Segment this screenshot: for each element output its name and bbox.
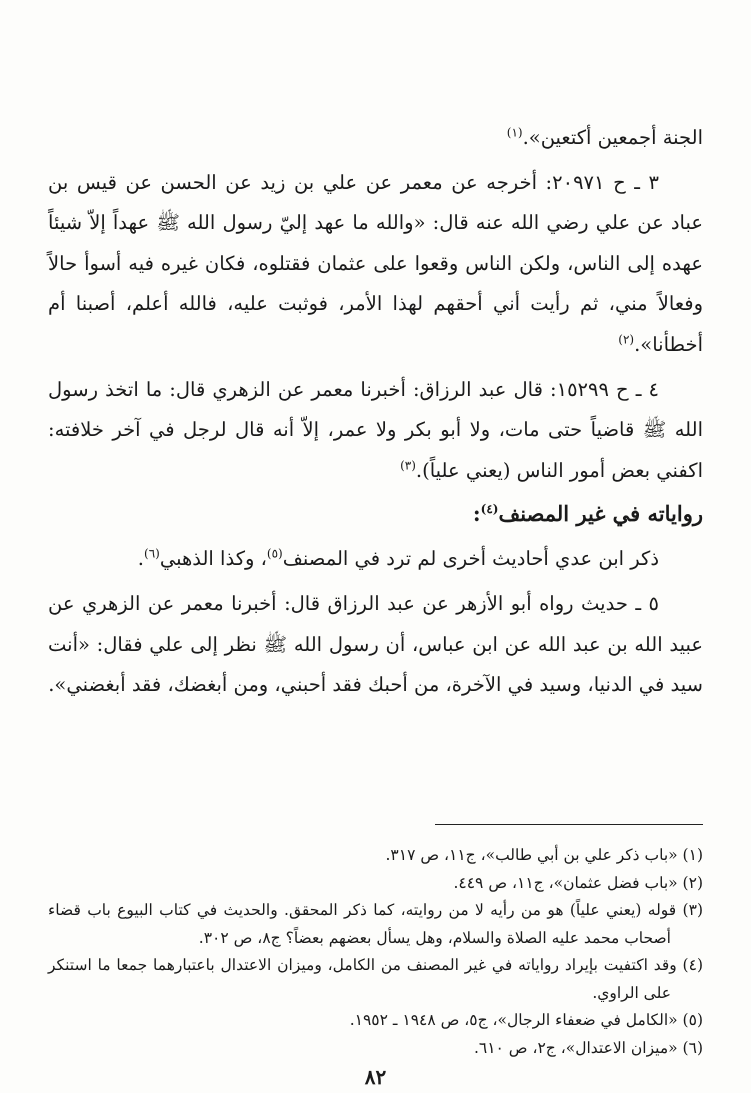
footnote-ref-3[interactable]: (٣) — [400, 458, 416, 473]
footnote-ref-4[interactable]: (٤) — [480, 502, 499, 517]
footnote-6: (٦) «ميزان الاعتدال»، ج٢، ص ٦١٠. — [473, 1038, 703, 1057]
footnote-ref-6[interactable]: (٦) — [144, 546, 160, 561]
paragraph-1: الجنة أجمعين أكتعين».$^{(١)}$ — [506, 125, 703, 149]
paragraph-hadith-4: ٤ ـ ح ١٥٢٩٩: قال عبد الرزاق: أخبرنا معمر عن الزهري قال: ما اتخذ رسول الله ﷺ قاضياً حتى مات، ولا أبو بكر ولا عمر، إلاّ أنه قال لرجل في آخر خلافته: اكفني بعض أمور الناس (يعني علياً).$^{(٣)}$ — [48, 377, 703, 482]
footnote-4: (٤) وقد اكتفيت بإيراد رواياته في غير المصنف من الكامل، وميزان الاعتدال باعتبارهما جمعا ما استنكر على الراوي. — [48, 956, 703, 1002]
paragraph-other-sources: ذكر ابن عدي أحاديث أخرى لم ترد في المصنف$^{(٥)}$، وكذا الذهبي$^{(٦)}$. — [137, 546, 659, 571]
book-page — [48, 118, 703, 1089]
section-heading: رواياته في غير المصنف$^{(٤)}$: — [472, 501, 703, 527]
footnote-2: (٢) «باب فضل عثمان»، ج١١، ص ٤٤٩. — [453, 873, 703, 892]
footnote-ref-2[interactable]: (٢) — [618, 332, 635, 347]
paragraph-hadith-5: ٥ ـ حديث رواه أبو الأزهر عن عبد الرزاق قال: أخبرنا معمر عن الزهري عن عبيد الله بن عبد الله عن ابن عباس، أن رسول الله ﷺ نظر إلى علي فقال: «أنت سيد في الدنيا، وسيد في الآخرة، من أحبك فقد أحبني، ومن أبغضك، فقد أبغضني». — [48, 591, 703, 697]
footnotes — [48, 842, 703, 1062]
paragraph-hadith-3: ٣ ـ ح ٢٠٩٧١: أخرجه عن معمر عن علي بن زيد عن الحسن عن قيس بن عباد عن علي رضي الله عنه قال: «والله ما عهد إليّ رسول الله ﷺ عهداً إلاّ شيئاً عهده إلى الناس، ولكن الناس وقعوا على عثمان فقتلوه، فكان غيره فيه أسوأ حالاً وفعالاً مني، ثم رأيت أني أحقهم لهذا الأمر، فوثبت عليه، فالله أعلم، أصبنا أم أخطأنا».$^{(٢)}$ — [48, 170, 703, 356]
page-number: ٨٢ — [364, 1065, 387, 1089]
footnote-ref-1[interactable]: (١) — [506, 125, 523, 140]
main-text — [48, 118, 703, 706]
footnote-3: (٣) قوله (يعني علياً) هو من رأيه لا من روايته، كما ذكر المحقق. والحديث في كتاب البيوع باب قضاء أصحاب محمد عليه الصلاة والسلام، وهل يسأل بعضهم بعضاً؟ ج٨، ص ٣٠٢. — [48, 901, 703, 947]
footnote-5: (٥) «الكامل في ضعفاء الرجال»، ج٥، ص ١٩٤٨ ـ ١٩٥٢. — [349, 1011, 703, 1029]
footnote-separator — [435, 824, 703, 825]
footnote-ref-5[interactable]: (٥) — [266, 546, 283, 561]
footnote-1: (١) «باب ذكر علي بن أبي طالب»، ج١١، ص ٣١٧. — [385, 846, 703, 864]
